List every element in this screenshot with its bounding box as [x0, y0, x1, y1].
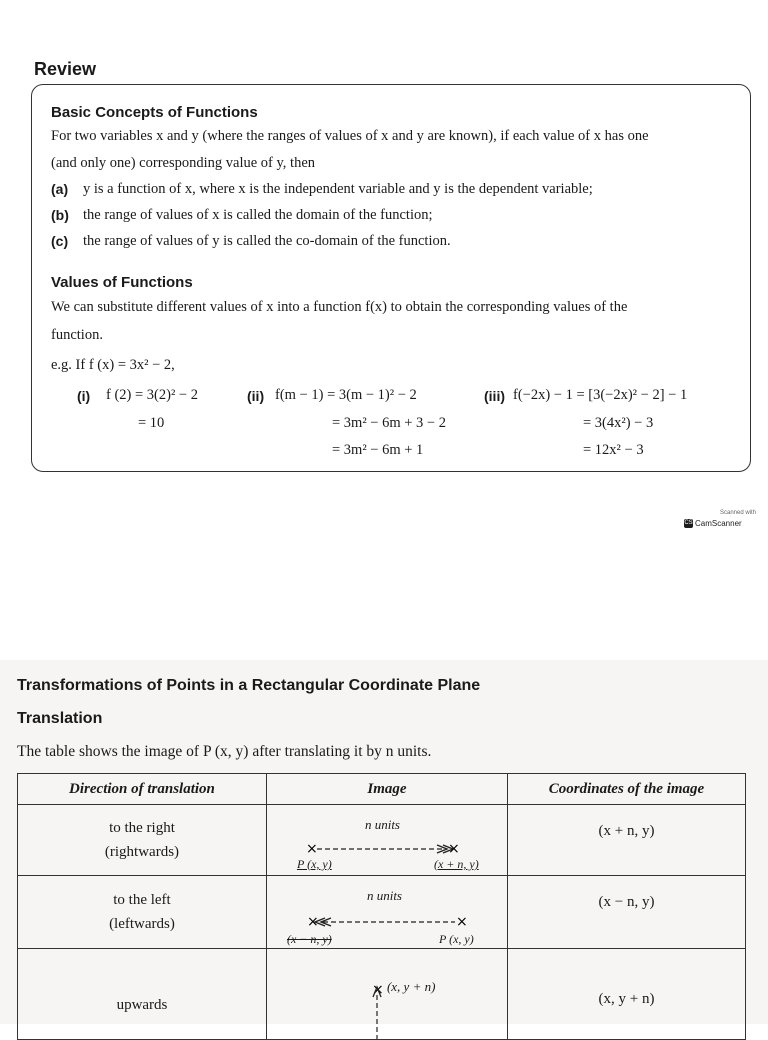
- units-label: n units: [364, 817, 400, 832]
- svg-text:×: ×: [447, 841, 460, 857]
- ex3-label: (iii): [484, 388, 505, 404]
- camscanner-watermark: [684, 519, 742, 528]
- left-translation-diagram: [267, 876, 507, 948]
- header-direction: Direction of translation: [18, 774, 267, 805]
- direction-left-line2: (leftwards): [109, 916, 175, 932]
- direction-left-line1: to the left: [113, 892, 171, 908]
- ex3-line3: = 12x² − 3: [583, 442, 644, 458]
- image-cell: [266, 949, 507, 1040]
- transformations-title: Transformations of Points in a Rectangular Coordinate Plane: [17, 677, 481, 694]
- direction-cell: [18, 805, 267, 876]
- start-point-label: P (x, y): [296, 857, 332, 871]
- values-line1: We can substitute different values of x into a function f(x) to obtain the corresponding values of the: [51, 299, 628, 315]
- translation-intro: The table shows the image of P (x, y) after translating it by n units.: [17, 743, 432, 760]
- header-coordinates: Coordinates of the image: [507, 774, 745, 805]
- ex3-line1: f(−2x) − 1 = [3(−2x)² − 2] − 1: [513, 387, 688, 403]
- page-gap: [0, 480, 768, 660]
- item-a-label: (a): [51, 181, 69, 197]
- item-a-text: y is a function of x, where x is the independent variable and y is the dependent variable;: [83, 181, 593, 197]
- units-label: n units: [366, 888, 402, 903]
- coordinates-cell: [507, 805, 745, 876]
- header-image: Image: [266, 774, 507, 805]
- camscanner-text: CamScanner: [695, 519, 742, 528]
- ex1-label: (i): [77, 388, 91, 404]
- svg-text:×: ×: [371, 982, 384, 998]
- direction-cell: [18, 876, 267, 949]
- item-c-text: the range of values of y is called the co-domain of the function.: [83, 233, 451, 249]
- item-b-text: the range of values of x is called the domain of the function;: [83, 207, 433, 223]
- translation-table: [17, 773, 746, 1040]
- direction-right-line1: to the right: [109, 820, 175, 836]
- coordinates-right: (x + n, y): [598, 823, 655, 839]
- values-heading: Values of Functions: [51, 274, 193, 291]
- ex2-label: (ii): [247, 388, 265, 404]
- table-row: [18, 805, 746, 876]
- table-header-row: [18, 774, 746, 805]
- ex2-line2: = 3m² − 6m + 3 − 2: [332, 415, 446, 431]
- start-point-label: P (x, y): [438, 932, 474, 946]
- table-row: [18, 949, 746, 1040]
- svg-text:×: ×: [305, 841, 318, 857]
- table-row: [18, 876, 746, 949]
- values-eg: e.g. If f (x) = 3x² − 2,: [51, 357, 175, 373]
- item-b-label: (b): [51, 207, 69, 223]
- direction-cell: [18, 949, 267, 1040]
- direction-right-line2: (rightwards): [104, 844, 180, 860]
- review-title: Review: [34, 59, 97, 79]
- image-point-label: (x + n, y): [433, 857, 479, 871]
- image-point-label: (x, y + n): [386, 979, 436, 994]
- ex2-line3: = 3m² − 6m + 1: [332, 442, 424, 458]
- direction-up: upwards: [116, 997, 168, 1013]
- ex1-line2: = 10: [138, 415, 165, 431]
- review-page: [0, 0, 768, 480]
- coordinates-cell: [507, 949, 745, 1040]
- ex1-line1: f (2) = 3(2)² − 2: [106, 387, 198, 403]
- coordinates-left: (x − n, y): [598, 894, 655, 910]
- coordinates-up: (x, y + n): [598, 991, 655, 1007]
- basic-intro-line1: For two variables x and y (where the ranges of values of x and y are known), if each value of x has one: [51, 128, 649, 144]
- camscanner-logo-icon: CS: [684, 520, 693, 527]
- image-cell: [266, 876, 507, 949]
- svg-text:×: ×: [306, 914, 319, 930]
- basic-concepts-heading: Basic Concepts of Functions: [51, 104, 258, 121]
- values-line2: function.: [51, 327, 103, 343]
- item-c-label: (c): [51, 233, 69, 249]
- image-cell: [266, 805, 507, 876]
- ex3-line2: = 3(4x²) − 3: [583, 415, 654, 431]
- coordinates-cell: [507, 876, 745, 949]
- scanned-with-text: Scanned with: [720, 510, 757, 516]
- image-point-label: (x − n, y): [286, 932, 332, 946]
- up-translation-diagram: [267, 949, 507, 1039]
- right-translation-diagram: [267, 805, 507, 875]
- ex2-line1: f(m − 1) = 3(m − 1)² − 2: [275, 387, 417, 403]
- translation-subtitle: Translation: [17, 710, 103, 727]
- basic-intro-line2: (and only one) corresponding value of y, then: [51, 155, 316, 171]
- svg-text:×: ×: [455, 914, 468, 930]
